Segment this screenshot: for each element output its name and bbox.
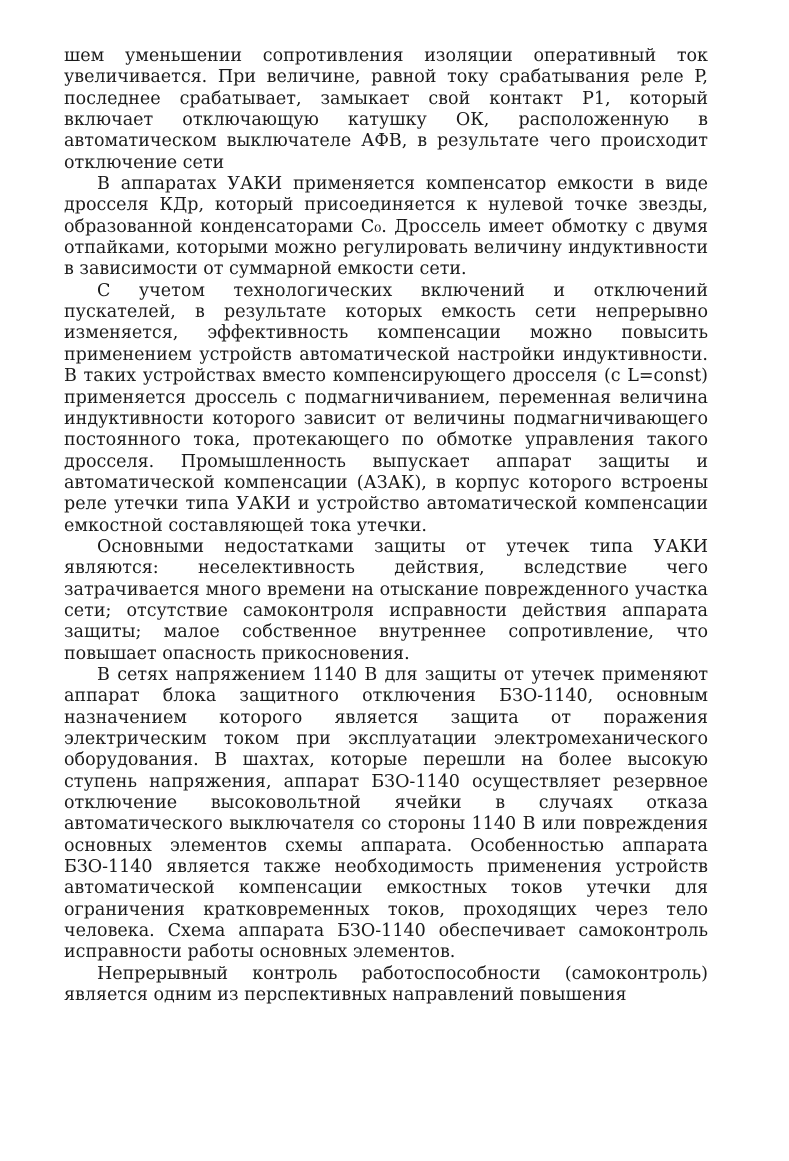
- paragraph-3: С учетом технологических включений и отключений пускателей, в результате которых емкость сети непрерывно изменяется, эффективность компенсации можно повысить применением устройств автоматической настройки индуктивности. В таких устройствах вместо компенсирующего дросселя (с L=const) применяется дроссель с подмагничиванием, переменная величина индуктивности которого зависит от величины подмагничивающего постоянного тока, протекающего по обмотке управления такого дросселя. Промышленность выпускает аппарат защиты и автоматической компенсации (АЗАК), в корпус которого встроены реле утечки типа УАКИ и устройство автоматической компенсации емкостной составляющей тока утечки.: [64, 280, 708, 536]
- paragraph-4: Основными недостатками защиты от утечек типа УАКИ являются: неселективность действия, вследствие чего затрачивается много времени на отыскание поврежденного участка сети; отсутствие самоконтроля исправности действия аппарата защиты; малое собственное внутреннее сопротивление, что повышает опасность прикосновения.: [64, 536, 708, 664]
- paragraph-6: Непрерывный контроль работоспособности (самоконтроль) является одним из перспективных направлений повышения: [64, 963, 708, 1006]
- paragraph-2: В аппаратах УАКИ применяется компенсатор емкости в виде дросселя КДр, который присоединяется к нулевой точке звезды, образованной конденсаторами C₀. Дроссель имеет обмотку с двумя отпайками, которыми можно регулировать величину индуктивности в зависимости от суммарной емкости сети.: [64, 174, 708, 280]
- paragraph-1: шем уменьшении сопротивления изоляции оперативный ток увеличивается. При величине, равной току срабатывания реле P, последнее срабатывает, замыкает свой контакт P1, который включает отключающую катушку ОК, расположенную в автоматическом выключателе АФВ, в результате чего происходит отключение сети: [64, 46, 708, 173]
- paragraph-5: В сетях напряжением 1140 В для защиты от утечек применяют аппарат блока защитного отключения БЗО-1140, основным назначением которого является защита от поражения электрическим током при эксплуатации электромеханического оборудования. В шахтах, которые перешли на более высокую ступень напряжения, аппарат БЗО-1140 осуществляет резервное отключение высоковольтной ячейки в случаях отказа автоматического выключателя со стороны 1140 В или повреждения основных элементов схемы аппарата. Особенностью аппарата БЗО-1140 является также необходимость применения устройств автоматической компенсации емкостных токов утечки для ограничения кратковременных токов, проходящих через тело человека. Схема аппарата БЗО-1140 обеспечивает самоконтроль исправности работы основных элементов.: [64, 664, 708, 963]
- document-page: [64, 46, 708, 1006]
